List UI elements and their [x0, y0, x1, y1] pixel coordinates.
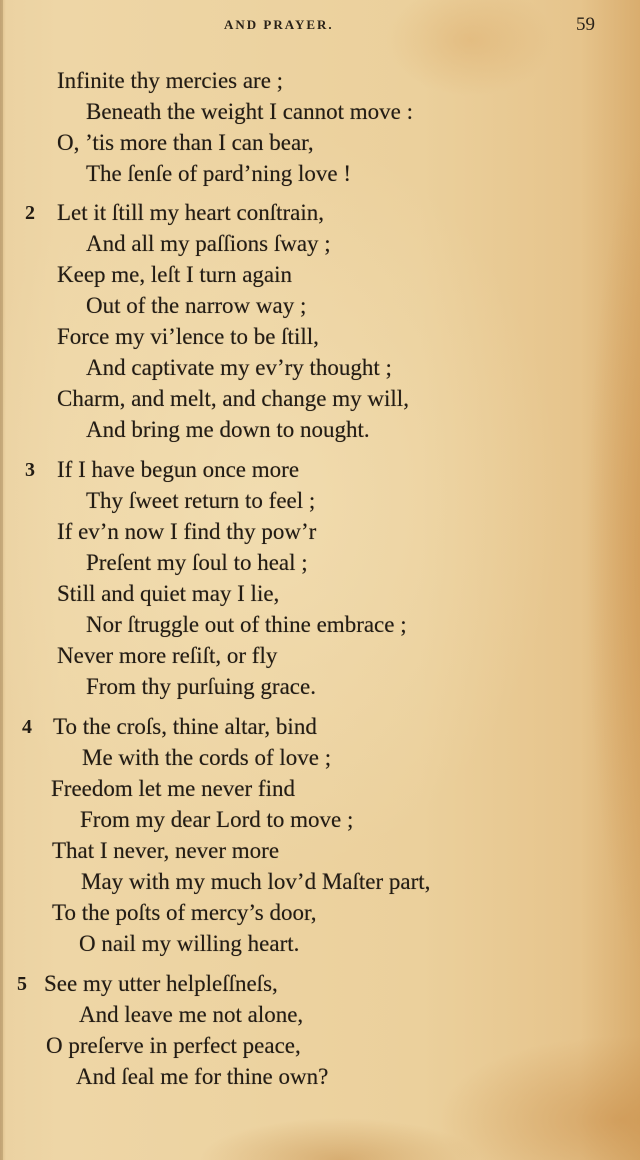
- verse-number: 4: [22, 716, 32, 738]
- verse-number: 2: [25, 202, 35, 224]
- verse-line: And bring me down to nought.: [86, 417, 370, 442]
- verse-line: And captivate my ev’ry thought ;: [86, 355, 392, 380]
- verse-line: Charm, and melt, and change my will,: [57, 386, 409, 411]
- verse-line: Freedom let me never find: [51, 776, 295, 801]
- verse-line: If ev’n now I find thy pow’r: [57, 519, 317, 544]
- verse-number: 5: [17, 973, 27, 995]
- verse-line: O nail my willing heart.: [79, 931, 300, 956]
- verse-line: To the poſts of mercy’s door,: [52, 900, 317, 925]
- verse-number: 3: [25, 459, 35, 481]
- verse-line: O, ’tis more than I can bear,: [57, 130, 314, 155]
- spine-edge: [0, 0, 3, 1160]
- verse-line: Never more reſiſt, or fly: [57, 643, 278, 668]
- verse-line: And leave me not alone,: [79, 1002, 304, 1027]
- verse-line: The ſenſe of pard’ning love !: [86, 161, 352, 186]
- verse-line: And ſeal me for thine own?: [76, 1064, 329, 1089]
- verse-line: Still and quiet may I lie,: [57, 581, 280, 606]
- verse-line: Force my vi’lence to be ſtill,: [57, 324, 319, 349]
- verse-line: See my utter helpleſſneſs,: [44, 971, 278, 996]
- verse-line: To the croſs, thine altar, bind: [53, 714, 317, 739]
- verse-line: Nor ſtruggle out of thine embrace ;: [86, 612, 407, 637]
- verse-line: Beneath the weight I cannot move :: [86, 99, 414, 124]
- verse-line: Preſent my ſoul to heal ;: [86, 550, 308, 575]
- verse-line: Let it ſtill my heart conſtrain,: [57, 200, 324, 225]
- verse-line: Thy ſweet return to feel ;: [86, 488, 316, 513]
- verse-line: Out of the narrow way ;: [86, 293, 307, 318]
- verse-line: O preſerve in perfect peace,: [46, 1033, 301, 1058]
- verse-line: From my dear Lord to move ;: [80, 807, 354, 832]
- verse-line: Infinite thy mercies are ;: [57, 68, 284, 93]
- verse-line: Me with the cords of love ;: [82, 745, 332, 770]
- verse-line: And all my paſſions ſway ;: [86, 231, 331, 256]
- page-number: 59: [576, 14, 595, 35]
- verse-line: May with my much lov’d Maſter part,: [81, 869, 431, 894]
- verse-line: Keep me, leſt I turn again: [57, 262, 293, 287]
- verse-line: From thy purſuing grace.: [86, 674, 316, 699]
- verse-line: If I have begun once more: [57, 457, 300, 482]
- verse-line: That I never, never more: [52, 838, 280, 863]
- running-head: AND PRAYER.: [224, 17, 334, 32]
